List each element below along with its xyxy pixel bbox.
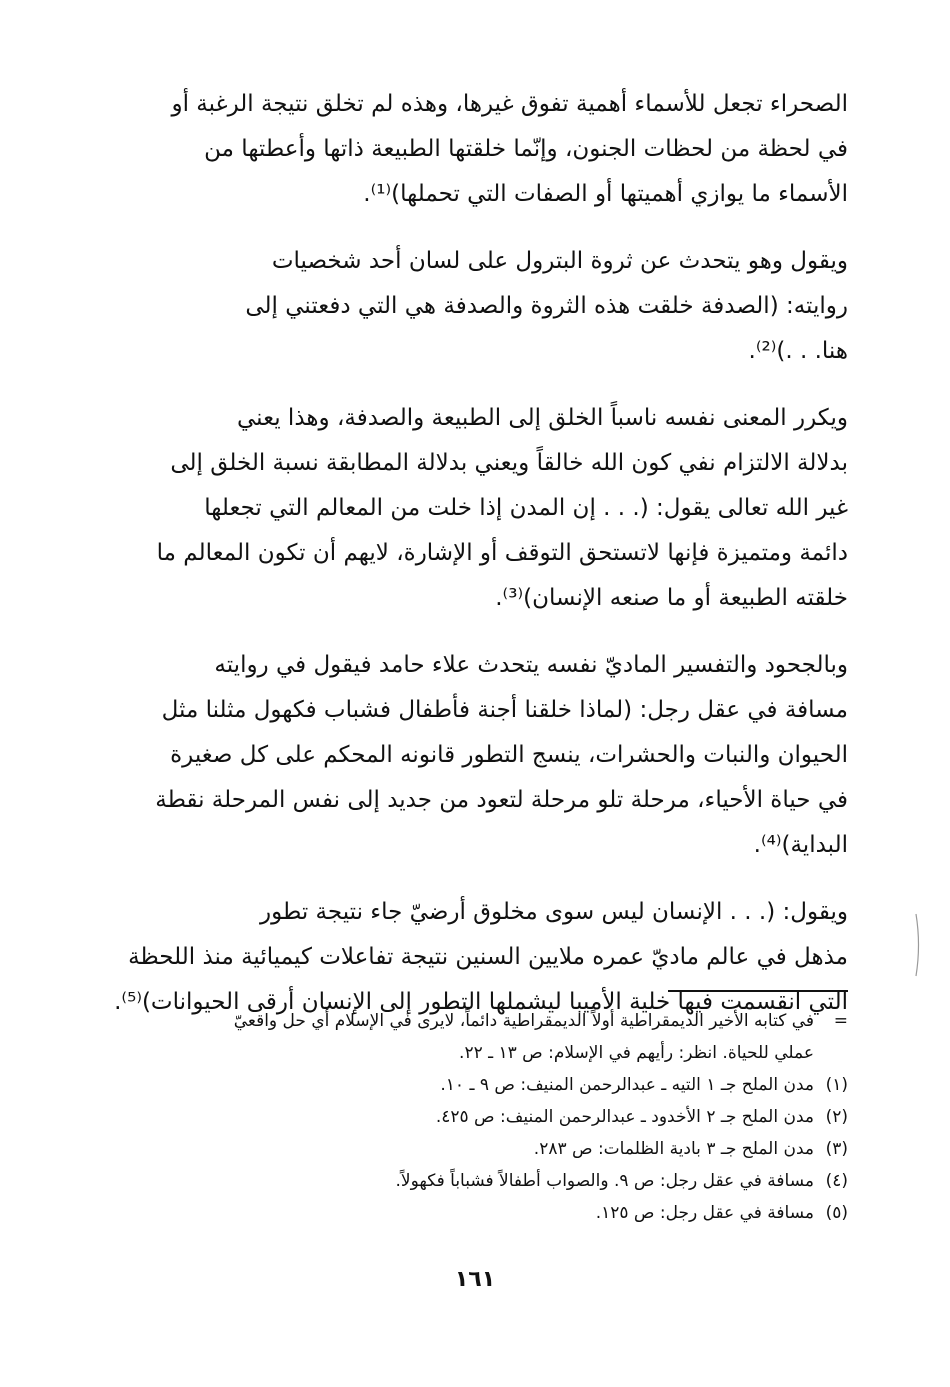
paragraph-4	[102, 643, 848, 868]
footnote-line: في كتابه الأخير الديمقراطية أولاً الديمقراطية دائماً، لايرى في الإسلام أي حل واقعيّ	[233, 1011, 814, 1031]
footnote-text	[102, 1197, 814, 1229]
main-text	[102, 82, 848, 1047]
paragraph-2	[102, 239, 848, 374]
footnote-line: مسافة في عقل رجل: ص ١٢٥.	[595, 1203, 814, 1223]
paragraph-1	[102, 82, 848, 217]
text-line: ويقول: (. . . الإنسان ليس سوى مخلوق أرضيّ جاء نتيجة تطور	[259, 899, 848, 925]
footnote-4	[102, 1165, 848, 1197]
paragraph-3	[102, 396, 848, 621]
footnote-line: مدن الملح جـ ٣ بادية الظلمات: ص ٢٨٣.	[533, 1139, 814, 1159]
footnote-continuation	[102, 1005, 848, 1069]
text-line: وبالجحود والتفسير الماديّ نفسه يتحدث علاء حامد فيقول في روايته	[214, 652, 848, 678]
footnote-marker: (٤)	[825, 1171, 848, 1191]
footnote-1	[102, 1069, 848, 1101]
footnote-text	[102, 1101, 814, 1133]
footnote-marker: (٣)	[825, 1139, 848, 1159]
footnote-line: مدن الملح جـ ١ التيه ـ عبدالرحمن المنيف: ص ٩ ـ ١٠.	[440, 1075, 814, 1095]
text-line: مسافة في عقل رجل: (لماذا خلقنا أجنة فأطفال فشباب فكهول مثلنا مثل	[161, 697, 848, 723]
text-line: خلقته الطبيعة أو ما صنعه الإنسان)⁽³⁾.	[495, 585, 848, 611]
margin-bracket-mark	[913, 912, 923, 978]
text-line: مذهل في عالم ماديّ عمره ملايين السنين نتيجة تفاعلات كيميائية منذ اللحظة	[128, 944, 848, 970]
text-line: روايته: (الصدفة خلقت هذه الثروة والصدفة هي التي دفعتني إلى	[245, 293, 848, 319]
footnote-marker: =	[833, 1011, 848, 1031]
footnote-2	[102, 1101, 848, 1133]
text-line: ويقول وهو يتحدث عن ثروة البترول على لسان أحد شخصيات	[271, 248, 848, 274]
text-line: هنا. . .)⁽²⁾.	[748, 338, 848, 364]
footnote-text	[102, 1005, 814, 1069]
footnote-marker: (٢)	[825, 1107, 848, 1127]
footnote-divider	[668, 990, 848, 992]
text-line: دائمة ومتميزة فإنها لاتستحق التوقف أو الإشارة، لايهم أن تكون المعالم ما	[156, 540, 848, 566]
footnote-text	[102, 1133, 814, 1165]
footnote-line: مسافة في عقل رجل: ص ٩. والصواب أطفالاً فشباباً فكهولاً.	[395, 1171, 814, 1191]
footnote-3	[102, 1133, 848, 1165]
footnote-text	[102, 1069, 814, 1101]
footnote-marker: (١)	[825, 1075, 848, 1095]
footnote-5	[102, 1197, 848, 1229]
text-line: بدلالة الالتزام نفي كون الله خالقاً ويعني بدلالة المطابقة نسبة الخلق إلى	[170, 450, 848, 476]
footnote-line: مدن الملح جـ ٢ الأخدود ـ عبدالرحمن المنيف: ص ٤٢٥.	[435, 1107, 814, 1127]
text-line: الصحراء تجعل للأسماء أهمية تفوق غيرها، وهذه لم تخلق نتيجة الرغبة أو	[171, 91, 848, 117]
footnote-text	[102, 1165, 814, 1197]
footnote-marker: (٥)	[825, 1203, 848, 1223]
page-number: ١٦١	[454, 1267, 496, 1292]
text-line: غير الله تعالى يقول: (. . . إن المدن إذا خلت من المعالم التي تجعلها	[204, 495, 848, 521]
text-line: الأسماء ما يوازي أهميتها أو الصفات التي تحملها)⁽¹⁾.	[363, 181, 848, 207]
text-line: في لحظة من لحظات الجنون، وإنّما خلقتها الطبيعة ذاتها وأعطتها من	[204, 136, 848, 162]
text-line: في حياة الأحياء، مرحلة تلو مرحلة لتعود من جديد إلى نفس المرحلة نقطة	[155, 787, 848, 813]
text-line: التي انقسمت فيها خلية الأميبا ليشملها التطور إلى الإنسان أرقى الحيوانات)⁽⁵⁾.	[114, 989, 848, 1015]
text-line: ويكرر المعنى نفسه ناسباً الخلق إلى الطبيعة والصدفة، وهذا يعني	[237, 405, 848, 431]
footnotes	[102, 1005, 848, 1229]
footnote-line: عملي للحياة. انظر: رأيهم في الإسلام: ص ١٣ ـ ٢٢.	[459, 1043, 814, 1063]
text-line: البداية)⁽⁴⁾.	[753, 832, 848, 858]
text-line: الحيوان والنبات والحشرات، ينسج التطور قانونه المحكم على كل صغيرة	[170, 742, 848, 768]
